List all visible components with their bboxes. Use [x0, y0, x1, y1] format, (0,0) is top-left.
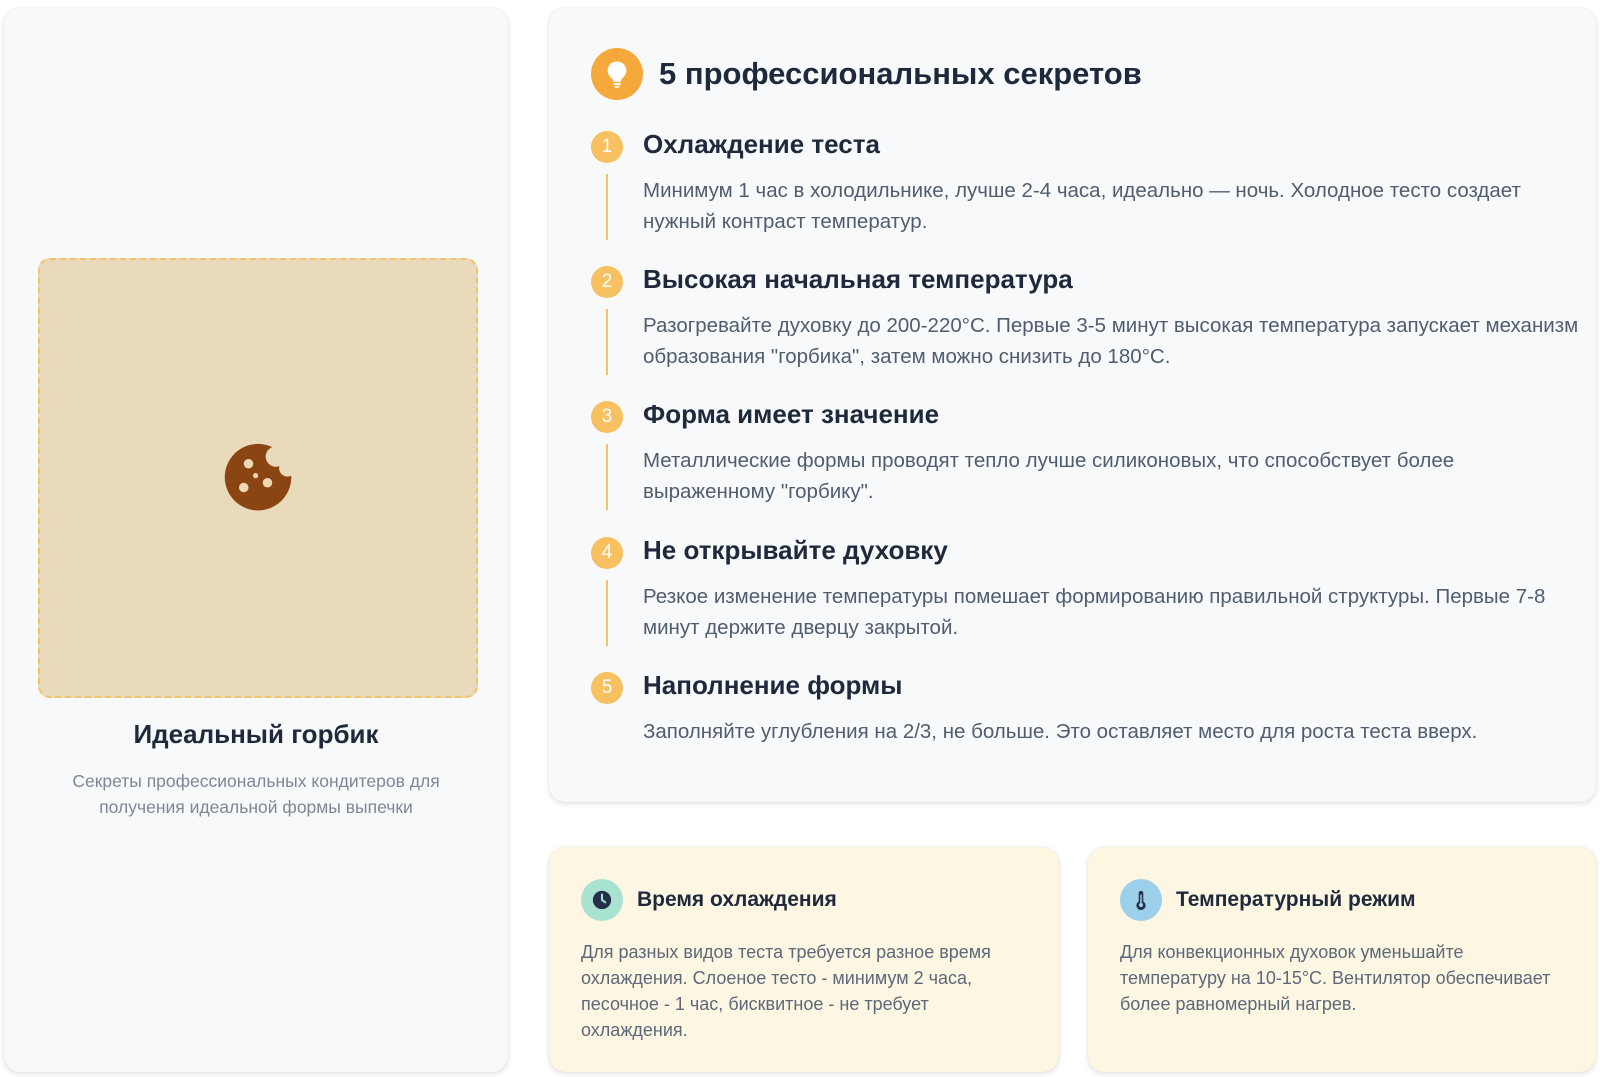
tip-title: Не открывайте духовку — [643, 535, 948, 565]
tip-title: Наполнение формы — [643, 670, 903, 700]
clock-icon — [591, 889, 613, 911]
tip-number: 2 — [591, 266, 623, 298]
tip-title: Охлаждение теста — [643, 129, 880, 159]
tip-number: 5 — [591, 672, 623, 704]
tip-number: 4 — [591, 537, 623, 569]
tip-number: 3 — [591, 401, 623, 433]
tip-text: Заполняйте углубления на 2/3, не больше. Это оставляет место для роста теста вверх. — [643, 720, 1478, 743]
thermometer-icon — [1130, 889, 1152, 911]
info-header — [581, 879, 837, 921]
tip-number: 1 — [591, 131, 623, 163]
info-title: Время охлаждения — [637, 888, 837, 911]
tip-title: Высокая начальная температура — [643, 264, 1073, 294]
clock-badge — [581, 879, 623, 921]
tip-text: Минимум 1 час в холодильнике, лучше 2-4 часа, идеально — ночь. Холодное тесто создает нужный контраст температур. — [643, 179, 1521, 233]
hero-card — [4, 8, 508, 1072]
image-placeholder — [38, 258, 478, 698]
lightbulb-badge — [591, 48, 643, 100]
tip-text: Разогревайте духовку до 200-220°C. Первые 3-5 минут высокая температура запускает механизм образования "горбика", затем можно снизить до 180°C. — [643, 314, 1579, 368]
tips-card — [549, 8, 1596, 802]
tip-text: Резкое изменение температуры помешает формированию правильной структуры. Первые 7-8 минут держите дверцу закрытой. — [643, 585, 1546, 639]
info-card-temperature — [1088, 847, 1596, 1072]
tip-connector — [606, 444, 608, 510]
tip-connector — [606, 580, 608, 646]
info-text: Для конвекционных духовок уменьшайте температуру на 10-15°C. Вентилятор обеспечивает более равномерный нагрев. — [1120, 942, 1551, 1014]
info-card-cooling — [549, 847, 1059, 1072]
tip-text: Металлические формы проводят тепло лучше силиконовых, что способствует более выраженному "горбику". — [643, 449, 1455, 503]
hero-title: Идеальный горбик — [133, 719, 379, 749]
info-header — [1120, 879, 1416, 921]
cookie-icon — [220, 440, 296, 516]
thermometer-badge — [1120, 879, 1162, 921]
info-title: Температурный режим — [1176, 888, 1416, 911]
tip-title: Форма имеет значение — [643, 399, 940, 429]
tips-header — [591, 48, 1142, 100]
hero-subtitle: Секреты профессиональных кондитеров для получения идеальной формы выпечки — [72, 771, 440, 817]
tips-title: 5 профессиональных секретов — [659, 56, 1142, 91]
tip-connector — [606, 309, 608, 375]
info-text: Для разных видов теста требуется разное время охлаждения. Слоеное тесто - минимум 2 часа, песочное - 1 час, бисквитное - не требует охлаждения. — [581, 942, 991, 1040]
lightbulb-icon — [602, 59, 632, 89]
tip-connector — [606, 174, 608, 240]
